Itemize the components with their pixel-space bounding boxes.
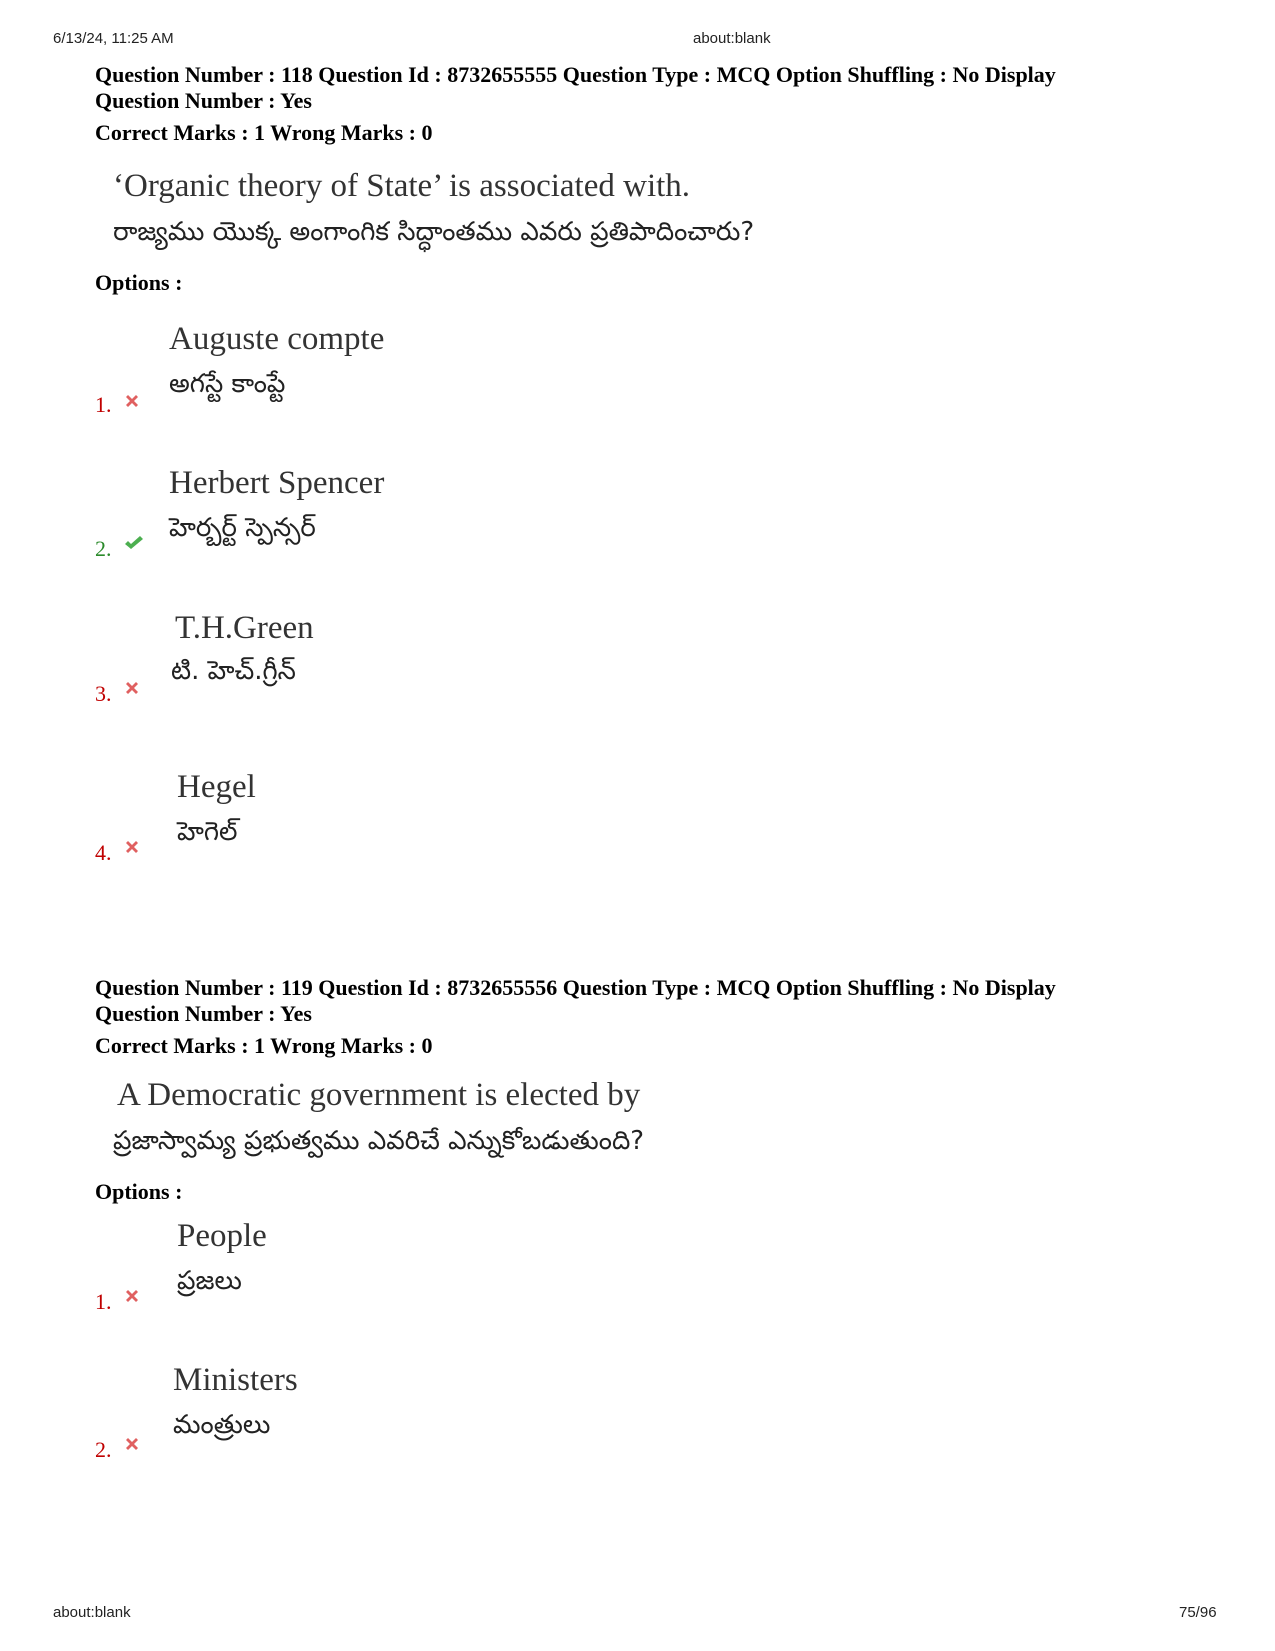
question-meta: Question Number : 119 Question Id : 8732655556 Question Type : MCQ Option Shuffling : No Display <box>95 975 1056 1000</box>
option-2 <box>95 1355 1195 1510</box>
wrong-cross-icon <box>123 392 141 410</box>
question-marks: Correct Marks : 1 Wrong Marks : 0 <box>95 120 433 145</box>
option-number: 4. <box>95 840 112 865</box>
option-text-telugu: ప్రజలు <box>177 1266 242 1296</box>
footer-url: about:blank <box>53 1604 131 1621</box>
option-text-telugu: హెర్బర్ట్ స్పెన్సర్ <box>169 513 316 543</box>
wrong-cross-icon <box>123 838 141 856</box>
option-3 <box>95 591 1195 746</box>
option-text-english: Hegel <box>177 769 256 805</box>
option-text-telugu: అగస్టే కాంప్టే <box>169 369 286 399</box>
option-number: 2. <box>95 536 112 561</box>
option-text-telugu: మంత్రులు <box>173 1410 271 1440</box>
page-number: 75/96 <box>1179 1604 1217 1621</box>
question-display-flag: Question Number : Yes <box>95 1001 312 1026</box>
print-datetime: 6/13/24, 11:25 AM <box>53 30 174 47</box>
option-number: 3. <box>95 681 112 706</box>
question-119 <box>95 975 1195 1510</box>
correct-check-icon <box>123 534 145 552</box>
option-text-english: Auguste compte <box>169 321 385 357</box>
wrong-cross-icon <box>123 1435 141 1453</box>
print-url: about:blank <box>693 30 771 47</box>
question-text-telugu: రాజ్యము యొక్క అంగాంగిక సిద్ధాంతము ఎవరు ప్రతిపాదించారు? <box>113 217 755 247</box>
question-text-english: ‘Organic theory of State’ is associated with. <box>113 168 691 204</box>
question-118 <box>95 62 1195 899</box>
options-list <box>95 300 1195 899</box>
option-text-english: Ministers <box>173 1362 298 1398</box>
option-text-telugu: టి. హెచ్.గ్రీన్ <box>171 656 296 686</box>
options-label: Options : <box>95 1179 183 1204</box>
question-marks: Correct Marks : 1 Wrong Marks : 0 <box>95 1033 433 1058</box>
wrong-cross-icon <box>123 679 141 697</box>
option-text-english: People <box>177 1218 267 1254</box>
option-text-english: T.H.Green <box>175 610 314 646</box>
question-meta: Question Number : 118 Question Id : 8732655555 Question Type : MCQ Option Shuffling : No Display <box>95 62 1056 87</box>
option-1 <box>95 300 1195 455</box>
option-1 <box>95 1205 1195 1355</box>
options-label: Options : <box>95 270 183 295</box>
question-text-english: A Democratic government is elected by <box>117 1077 641 1113</box>
option-number: 1. <box>95 1289 112 1314</box>
question-display-flag: Question Number : Yes <box>95 88 312 113</box>
option-text-english: Herbert Spencer <box>169 465 385 501</box>
wrong-cross-icon <box>123 1287 141 1305</box>
question-text-telugu: ప్రజాస్వామ్య ప్రభుత్వము ఎవరిచే ఎన్నుకోబడుతుంది? <box>113 1126 645 1156</box>
option-number: 2. <box>95 1437 112 1462</box>
option-2 <box>95 448 1195 603</box>
options-list <box>95 1205 1195 1510</box>
option-text-telugu: హెగెల్ <box>177 817 238 847</box>
option-4 <box>95 744 1195 899</box>
option-number: 1. <box>95 392 112 417</box>
